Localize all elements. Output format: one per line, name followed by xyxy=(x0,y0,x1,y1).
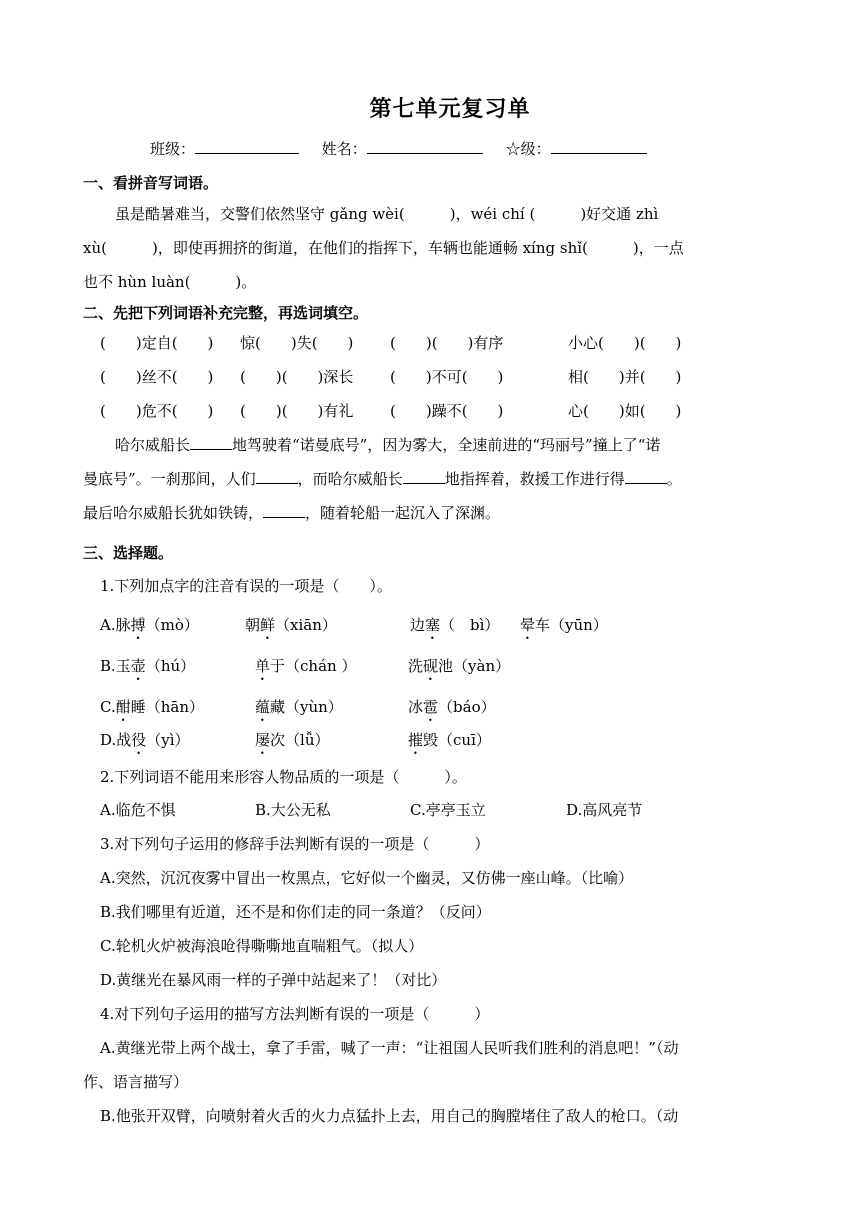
star-blank[interactable] xyxy=(551,139,647,154)
section-1-heading: 一、看拼音写词语。 xyxy=(83,174,219,192)
dotted-character: 搏 xyxy=(130,616,146,634)
dotted-character: 雹 xyxy=(423,698,439,716)
idiom-item: 惊( )失( ) xyxy=(240,334,354,352)
dotted-character: 晕 xyxy=(520,616,536,634)
name-label: 姓名： xyxy=(321,140,367,158)
q1-option-item[interactable] xyxy=(408,729,491,758)
dotted-character: 蕴 xyxy=(255,698,271,716)
idiom-item: ( )( )有序 xyxy=(390,334,504,352)
text-segment: 地驾驶着“诺曼底号”，因为雾大，全速前进的“玛丽号”撞上了“诺 xyxy=(232,436,661,454)
option-text: C. xyxy=(100,698,116,716)
question-2: 2.下列词语不能用来形容人物品质的一项是（ ）。 xyxy=(100,768,467,786)
idiom-item: 心( )如( ) xyxy=(568,402,682,420)
q1-option-item[interactable] xyxy=(100,614,199,643)
q1-option-item[interactable] xyxy=(410,614,499,643)
dotted-character: 屡 xyxy=(255,731,271,749)
text-segment: 哈尔威船长 xyxy=(115,436,191,454)
class-label: 班级： xyxy=(150,140,196,158)
question-1: 1.下列加点字的注音有误的一项是（ ）。 xyxy=(100,577,392,595)
q3-option-b[interactable]: B.我们哪里有近道，还不是和你们走的同一条道？（反问） xyxy=(100,903,491,921)
option-text: A.脉 xyxy=(100,616,131,634)
dotted-character: 摧 xyxy=(408,731,424,749)
q1-option-item[interactable] xyxy=(100,696,204,725)
option-text: 洗 xyxy=(408,657,424,675)
q1-option-item[interactable] xyxy=(408,696,496,725)
fill-paragraph-line-3 xyxy=(83,502,500,523)
option-text: 次（lǚ） xyxy=(270,731,330,749)
fill-blank[interactable] xyxy=(403,469,445,484)
text-segment: ，随着轮船一起沉入了深渊。 xyxy=(305,504,501,522)
dotted-character: 砚 xyxy=(423,657,439,675)
option-text: 藏（yùn） xyxy=(270,698,343,716)
q4-option-a-line-2: 作、语言描写） xyxy=(83,1073,189,1091)
class-blank[interactable] xyxy=(195,139,299,154)
fill-blank[interactable] xyxy=(256,469,298,484)
section-2-heading: 二、先把下列词语补充完整，再选词填空。 xyxy=(83,304,369,322)
q1-option-item[interactable] xyxy=(408,655,510,684)
question-4: 4.对下列句子运用的描写方法判断有误的一项是（ ） xyxy=(100,1005,490,1023)
q4-option-a-line-1[interactable]: A.黄继光带上两个战士，拿了手雷，喊了一声：“让祖国人民听我们胜利的消息吧！”（动 xyxy=(100,1039,679,1057)
question-3: 3.对下列句子运用的修辞手法判断有误的一项是（ ） xyxy=(100,835,490,853)
dotted-character: 酣 xyxy=(115,698,131,716)
name-blank[interactable] xyxy=(367,139,483,154)
q1-option-item[interactable] xyxy=(255,655,356,684)
option-text: 边 xyxy=(410,616,426,634)
idiom-item: ( )定自( ) xyxy=(100,334,214,352)
q4-option-b-line-1[interactable]: B.他张开双臂，向喷射着火舌的火力点猛扑上去，用自己的胸膛堵住了敌人的枪口。（动 xyxy=(100,1107,679,1125)
q1-option-item[interactable] xyxy=(245,614,337,643)
star-label: ☆级： xyxy=(505,140,551,158)
option-text: （mò） xyxy=(145,616,199,634)
q2-option-d[interactable]: D.高风亮节 xyxy=(566,801,643,819)
idiom-item: 小心( )( ) xyxy=(568,334,682,352)
text-segment: 地指挥着，救援工作进行得 xyxy=(444,470,625,488)
fill-blank[interactable] xyxy=(263,503,305,518)
q3-option-a[interactable]: A.突然，沉沉夜雾中冒出一枚黑点，它好似一个幽灵，又仿佛一座山峰。（比喻） xyxy=(100,869,634,887)
idiom-item: ( )( )深长 xyxy=(240,368,354,386)
q1-option-item[interactable] xyxy=(255,696,343,725)
fill-blank[interactable] xyxy=(190,435,232,450)
dotted-character: 单 xyxy=(255,657,271,675)
student-info xyxy=(150,138,665,159)
sec1-line-1: 虽是酷暑难当，交警们依然坚守 gǎng wèi( )，wéi chí ( )好交通 zhì xyxy=(115,205,659,223)
q2-option-b[interactable]: B.大公无私 xyxy=(255,801,331,819)
q1-option-item[interactable] xyxy=(255,729,329,758)
q2-option-c[interactable]: C.亭亭玉立 xyxy=(410,801,486,819)
sec1-line-2: xù( )，即使再拥挤的街道，在他们的指挥下，车辆也能通畅 xíng shǐ( )，一点 xyxy=(83,239,684,257)
idiom-item: ( )躁不( ) xyxy=(390,402,504,420)
option-text: 睡（hān） xyxy=(130,698,204,716)
fill-blank[interactable] xyxy=(625,469,667,484)
option-text: （báo） xyxy=(438,698,496,716)
q2-option-a[interactable]: A.临危不惧 xyxy=(100,801,176,819)
q1-option-item[interactable] xyxy=(100,655,195,684)
fill-paragraph-line-2 xyxy=(83,468,682,489)
option-text: （hú） xyxy=(145,657,196,675)
dotted-character: 役 xyxy=(131,731,147,749)
idiom-item: ( )丝不( ) xyxy=(100,368,214,386)
option-text: （ bì） xyxy=(440,616,500,634)
sec1-line-3: 也不 hùn luàn( )。 xyxy=(83,273,257,291)
idiom-item: ( )危不( ) xyxy=(100,402,214,420)
page-title: 第七单元复习单 xyxy=(369,97,531,122)
dotted-character: 鲜 xyxy=(260,616,276,634)
dotted-character: 壶 xyxy=(130,657,146,675)
q3-option-d[interactable]: D.黄继光在暴风雨一样的子弹中站起来了！（对比） xyxy=(100,971,447,989)
q3-option-c[interactable]: C.轮机火炉被海浪呛得嘶嘶地直喘粗气。（拟人） xyxy=(100,937,424,955)
option-text: 冰 xyxy=(408,698,424,716)
dotted-character: 塞 xyxy=(425,616,441,634)
text-segment: 。 xyxy=(666,470,682,488)
option-text: 朝 xyxy=(245,616,261,634)
option-text: 于（chán ） xyxy=(270,657,357,675)
text-segment: 最后哈尔威船长犹如铁铸， xyxy=(83,504,264,522)
option-text: D.战 xyxy=(100,731,132,749)
option-text: （yì） xyxy=(146,731,190,749)
option-text: 车（yūn） xyxy=(535,616,608,634)
idiom-item: 相( )并( ) xyxy=(568,368,682,386)
q1-option-item[interactable] xyxy=(100,729,190,758)
idiom-item: ( )( )有礼 xyxy=(240,402,354,420)
option-text: 池（yàn） xyxy=(438,657,511,675)
option-text: 毁（cuī） xyxy=(423,731,491,749)
text-segment: 曼底号”。一刹那间，人们 xyxy=(83,470,256,488)
text-segment: ，而哈尔威船长 xyxy=(297,470,403,488)
q1-option-item[interactable] xyxy=(520,614,608,643)
section-3-heading: 三、选择题。 xyxy=(83,544,174,562)
option-text: （xiān） xyxy=(275,616,337,634)
fill-paragraph-line-1 xyxy=(115,434,660,455)
option-text: B.玉 xyxy=(100,657,131,675)
idiom-item: ( )不可( ) xyxy=(390,368,504,386)
